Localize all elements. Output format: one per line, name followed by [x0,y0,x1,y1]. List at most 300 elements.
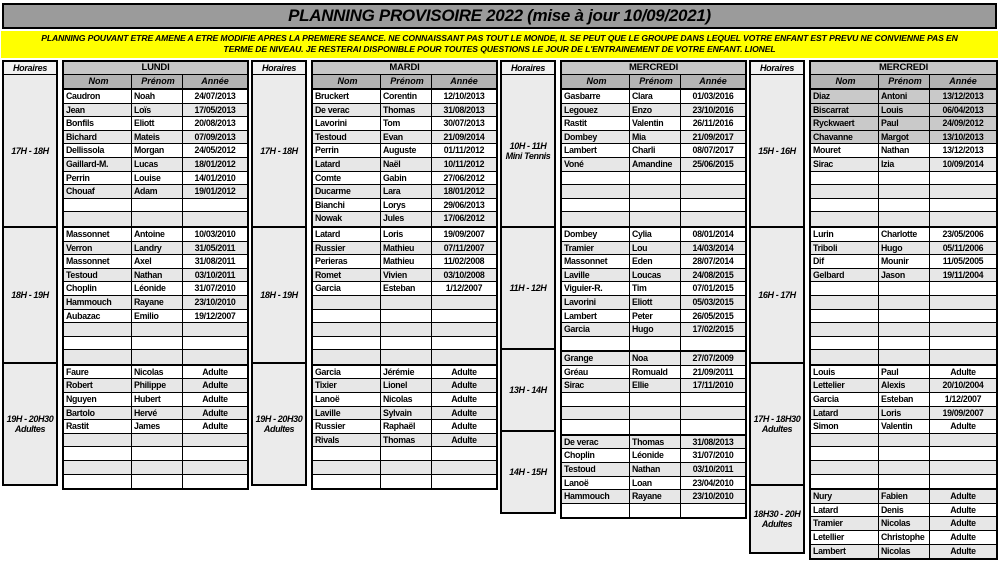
cell-nom: Latard [811,504,879,518]
cell-annee: Adulte [202,421,228,432]
cell-nom: Hammouch [64,296,132,310]
cell-prenom: Tom [381,117,432,131]
cell-annee: 03/10/2008 [443,269,485,280]
cell-prenom: Noah [132,90,183,104]
table-row-empty [313,296,496,310]
cell-prenom [132,199,183,213]
cell-nom [64,337,132,351]
cell-nom: Testoud [562,463,630,477]
table-row [313,144,496,158]
table-row [64,131,247,145]
cell-nom [313,475,381,489]
cell-prenom: Loucas [630,269,681,283]
cell-prenom: Esteban [381,282,432,296]
day-header-label: LUNDI [64,62,247,75]
table-row [562,296,745,310]
cell-annee: 14/01/2010 [194,172,236,183]
time-slot-label [253,226,305,362]
notice-banner [1,31,998,58]
cell-nom: Testoud [313,131,381,145]
horaires-column [749,60,805,560]
cell-nom: Gaillard-M. [64,158,132,172]
cell-nom [562,504,630,518]
cell-prenom: Denis [879,504,930,518]
cell-nom: Mouret [811,144,879,158]
cell-prenom: Antoine [132,228,183,242]
horaires-box [500,60,556,514]
cell-prenom: Nicolas [879,517,930,531]
cell-nom [811,337,879,351]
cell-nom [313,323,381,337]
column-header-prenom: Prénom [132,75,183,88]
cell-annee: 17/02/2015 [692,324,734,335]
cell-prenom [132,337,183,351]
table-row [811,104,996,118]
cell-nom: Lavorini [313,117,381,131]
cell-nom [811,475,879,489]
cell-annee: 10/11/2012 [443,158,485,169]
cell-annee: Adulte [950,491,976,502]
horaires-box [749,60,805,554]
cell-prenom [879,185,930,199]
cell-nom [811,434,879,448]
cell-prenom: Léonide [630,449,681,463]
cell-nom: Louis [811,366,879,380]
table-row [64,144,247,158]
table-row-empty [811,323,996,337]
table-row [313,255,496,269]
cell-nom: Testoud [64,269,132,283]
column-headers-row [64,75,247,90]
cell-annee: Adulte [950,421,976,432]
table-row [811,90,996,104]
cell-prenom [630,407,681,421]
table-row [64,269,247,283]
time-slot-text: 10H - 11H [509,140,547,151]
cell-prenom [879,350,930,364]
cell-prenom: Peter [630,310,681,324]
cell-annee [681,420,745,434]
table-row-empty [811,434,996,448]
table-row [811,158,996,172]
table-row [313,379,496,393]
cell-nom [562,337,630,351]
cell-annee [183,447,247,461]
cell-annee: Adulte [950,504,976,515]
cell-nom: Caudron [64,90,132,104]
cell-prenom [879,337,930,351]
cell-prenom: Thomas [381,434,432,448]
cell-nom: Massonnet [64,228,132,242]
time-slot-label [4,75,56,226]
cell-prenom: James [132,420,183,434]
page-title: PLANNING PROVISOIRE 2022 (mise à jour 10/09/2021) [2,3,997,29]
time-slot-label [253,362,305,484]
cell-nom [811,296,879,310]
cell-annee [183,323,247,337]
table-row [562,144,745,158]
table-row [64,104,247,118]
table-row-empty [562,185,745,199]
table-row [811,228,996,242]
cell-nom [313,310,381,324]
cell-prenom: Philippe [132,379,183,393]
cell-prenom [381,310,432,324]
cell-annee: 12/10/2013 [443,91,485,101]
cell-annee [930,296,996,310]
cell-prenom: Hugo [879,242,930,256]
time-block-rows [313,364,496,488]
cell-annee: 21/09/2011 [692,366,734,377]
table-row [562,449,745,463]
table-row [313,269,496,283]
cell-annee: 1/12/2007 [445,283,483,294]
table-row [313,199,496,213]
table-row [313,185,496,199]
day-table-lundi [62,60,249,490]
cell-prenom: Christophe [879,531,930,545]
cell-prenom [381,447,432,461]
cell-prenom: Romuald [630,366,681,380]
cell-prenom: Axel [132,255,183,269]
cell-annee [183,199,247,213]
time-slot-subtext: Adultes [761,519,793,530]
cell-prenom [381,323,432,337]
cell-prenom: Rayane [132,296,183,310]
cell-prenom: Amandine [630,158,681,172]
cell-prenom: Antoni [879,90,930,104]
column-header-nom: Nom [313,75,381,88]
cell-prenom: Mateis [132,131,183,145]
cell-nom [562,185,630,199]
cell-prenom: Loris [879,407,930,421]
cell-nom: Gasbarre [562,90,630,104]
day-header-label: MERCREDI [562,62,745,75]
cell-nom: Massonnet [64,255,132,269]
cell-annee [930,172,996,186]
cell-nom: Verron [64,242,132,256]
table-row [64,172,247,186]
cell-prenom: Thomas [630,436,681,450]
cell-prenom: Jérémie [381,366,432,380]
table-row [562,323,745,337]
table-row [811,366,996,380]
cell-nom [64,475,132,489]
cell-annee: 24/07/2013 [194,91,236,101]
cell-prenom: Hugo [630,323,681,337]
table-row [313,434,496,448]
table-row-empty [811,350,996,364]
time-slot-text: 18H30 - 20H [753,509,801,520]
cell-nom: Garcia [811,393,879,407]
cell-annee [930,185,996,199]
cell-annee: 08/01/2014 [692,228,734,239]
horaires-header-label: Horaires [502,62,554,75]
table-row [811,490,996,504]
table-row [562,477,745,491]
cell-nom: Lavorini [562,296,630,310]
cell-nom [64,461,132,475]
cell-prenom [381,296,432,310]
time-slot-text: 19H - 20H30 [6,414,54,425]
cell-annee [930,310,996,324]
notice-line-2: TERME DE NIVEAU. JE RESTERAI DISPONIBLE POUR TOUTES QUESTIONS LE JOUR DE L'ENTRAINEMENT DE VOTRE ENFANT. LIONEL [223,44,776,54]
cell-nom [64,199,132,213]
cell-prenom: Hubert [132,393,183,407]
cell-nom [313,447,381,461]
cell-nom [64,350,132,364]
time-slot-label [502,348,554,430]
cell-prenom: Léonide [132,282,183,296]
cell-nom: Ducarme [313,185,381,199]
cell-prenom: Thomas [381,104,432,118]
cell-prenom [879,282,930,296]
cell-prenom: Enzo [630,104,681,118]
table-row [562,282,745,296]
column-headers-row [811,75,996,90]
cell-nom: Lambert [562,310,630,324]
cell-annee [930,475,996,489]
cell-prenom: Emilio [132,310,183,324]
table-row [64,117,247,131]
table-row-empty [64,212,247,226]
cell-nom: Garcia [562,323,630,337]
table-row [811,255,996,269]
cell-prenom: Charli [630,144,681,158]
cell-nom [811,323,879,337]
cell-prenom [630,212,681,226]
table-row-empty [811,475,996,489]
table-row [313,393,496,407]
cell-annee [930,323,996,337]
table-row [64,407,247,421]
cell-prenom: Valentin [879,420,930,434]
cell-annee: 17/11/2010 [692,380,734,391]
cell-nom: Romet [313,269,381,283]
cell-annee [681,407,745,421]
column-headers-row [562,75,745,90]
table-row-empty [313,447,496,461]
cell-annee: 21/09/2017 [692,131,734,142]
day-table-mardi [311,60,498,490]
table-row [313,172,496,186]
cell-nom: Hammouch [562,490,630,504]
table-row-empty [313,337,496,351]
table-row-empty [313,475,496,489]
cell-annee: 18/01/2012 [443,186,485,197]
cell-annee: 19/09/2007 [942,407,984,418]
table-row [64,366,247,380]
cell-annee [681,185,745,199]
table-row-empty [64,199,247,213]
table-row-empty [811,310,996,324]
column-headers-row [313,75,496,90]
table-row [64,255,247,269]
cell-nom: Dombey [562,228,630,242]
cell-nom: Tixier [313,379,381,393]
section-mercredi-3 [500,60,747,519]
cell-nom [811,461,879,475]
cell-prenom: Valentin [630,117,681,131]
cell-nom: Robert [64,379,132,393]
table-row [562,490,745,504]
table-row [64,296,247,310]
table-row-empty [562,420,745,434]
time-block-rows [64,364,247,488]
cell-prenom: Lara [381,185,432,199]
cell-nom [313,337,381,351]
cell-nom [562,407,630,421]
cell-nom: Lambert [811,545,879,559]
time-slot-label [4,226,56,362]
cell-prenom: Hervé [132,407,183,421]
cell-prenom: Naël [381,158,432,172]
time-slot-text: 17H - 18H30 [753,414,801,425]
table-row-empty [64,434,247,448]
horaires-header-label: Horaires [253,62,305,75]
cell-prenom [879,434,930,448]
cell-prenom: Corentin [381,90,432,104]
cell-nom: Chouaf [64,185,132,199]
table-row-empty [64,350,247,364]
table-row [811,144,996,158]
table-row-empty [64,337,247,351]
cell-nom: Legouez [562,104,630,118]
column-header-nom: Nom [811,75,879,88]
cell-prenom: Lionel [381,379,432,393]
cell-nom [811,172,879,186]
cell-prenom: Loris [381,228,432,242]
cell-nom: Voné [562,158,630,172]
table-row-empty [811,212,996,226]
table-row [64,310,247,324]
table-row-empty [811,461,996,475]
cell-annee [432,350,496,364]
cell-annee: Adulte [950,518,976,529]
cell-nom: Bruckert [313,90,381,104]
table-row [811,420,996,434]
table-row [313,366,496,380]
table-row-empty [313,461,496,475]
cell-nom: Laville [562,269,630,283]
cell-annee: 24/08/2015 [692,269,734,280]
cell-nom: Grange [562,352,630,366]
table-row-empty [562,393,745,407]
cell-prenom: Noa [630,352,681,366]
table-row [313,282,496,296]
table-row [811,379,996,393]
cell-prenom: Lou [630,242,681,256]
cell-annee: 29/06/2013 [443,199,485,210]
time-block-rows [64,226,247,364]
cell-annee: 31/08/2013 [443,104,485,115]
table-row [313,131,496,145]
cell-nom: Perrin [64,172,132,186]
cell-prenom: Louis [879,104,930,118]
cell-prenom: Raphaël [381,420,432,434]
cell-annee: Adulte [451,394,477,405]
table-row [562,269,745,283]
cell-prenom [879,323,930,337]
day-header-label: MERCREDI [811,62,996,75]
cell-nom [562,393,630,407]
horaires-column [251,60,307,490]
table-row-empty [313,350,496,364]
cell-nom: Jean [64,104,132,118]
cell-annee: Adulte [202,407,228,418]
cell-prenom [630,393,681,407]
cell-annee: 23/04/2010 [692,477,734,488]
cell-nom: Lambert [562,144,630,158]
table-row-empty [811,447,996,461]
time-slot-label [751,484,803,552]
table-row-empty [64,447,247,461]
day-table-mercredi [809,60,998,560]
cell-annee [183,212,247,226]
column-header-annee: Année [949,76,977,86]
cell-annee: 10/03/2010 [194,228,236,239]
table-row-empty [811,199,996,213]
cell-nom: Latard [313,228,381,242]
cell-nom: Lanoë [313,393,381,407]
table-row-empty [811,185,996,199]
cell-annee: 24/09/2012 [942,118,984,129]
cell-prenom: Nathan [879,144,930,158]
cell-prenom [132,323,183,337]
cell-nom: Garcia [313,282,381,296]
cell-annee [681,337,745,351]
cell-annee: 27/06/2012 [443,172,485,183]
time-slot-text: 14H - 15H [509,466,547,477]
cell-annee [681,212,745,226]
table-row [313,242,496,256]
table-row [313,104,496,118]
table-row-empty [313,310,496,324]
cell-nom [562,172,630,186]
cell-annee [432,447,496,461]
time-block-rows [313,90,496,226]
cell-annee [432,475,496,489]
cell-nom: Rastit [562,117,630,131]
table-row-empty [562,212,745,226]
cell-annee: 03/10/2011 [194,269,236,280]
cell-annee [432,461,496,475]
column-header-annee: Année [201,76,229,86]
cell-prenom: Jason [879,269,930,283]
cell-annee: Adulte [202,394,228,405]
cell-annee: 23/10/2010 [194,296,236,307]
table-row [64,90,247,104]
cell-annee: 21/09/2014 [443,131,485,142]
time-slot-label [751,226,803,362]
cell-annee: 1/12/2007 [944,394,982,405]
cell-nom: Viguier-R. [562,282,630,296]
table-row [64,282,247,296]
cell-prenom: Fabien [879,490,930,504]
cell-annee: 23/10/2010 [692,491,734,502]
table-row-empty [64,461,247,475]
cell-annee: 17/06/2012 [443,213,485,224]
cell-annee: Adulte [451,407,477,418]
table-row [313,90,496,104]
cell-annee: 19/11/2004 [942,269,984,280]
cell-nom [811,350,879,364]
cell-nom: Russier [313,420,381,434]
cell-annee: 31/08/2011 [194,256,236,267]
cell-annee: Adulte [202,366,228,377]
cell-annee [930,212,996,226]
cell-prenom: Mounir [879,255,930,269]
